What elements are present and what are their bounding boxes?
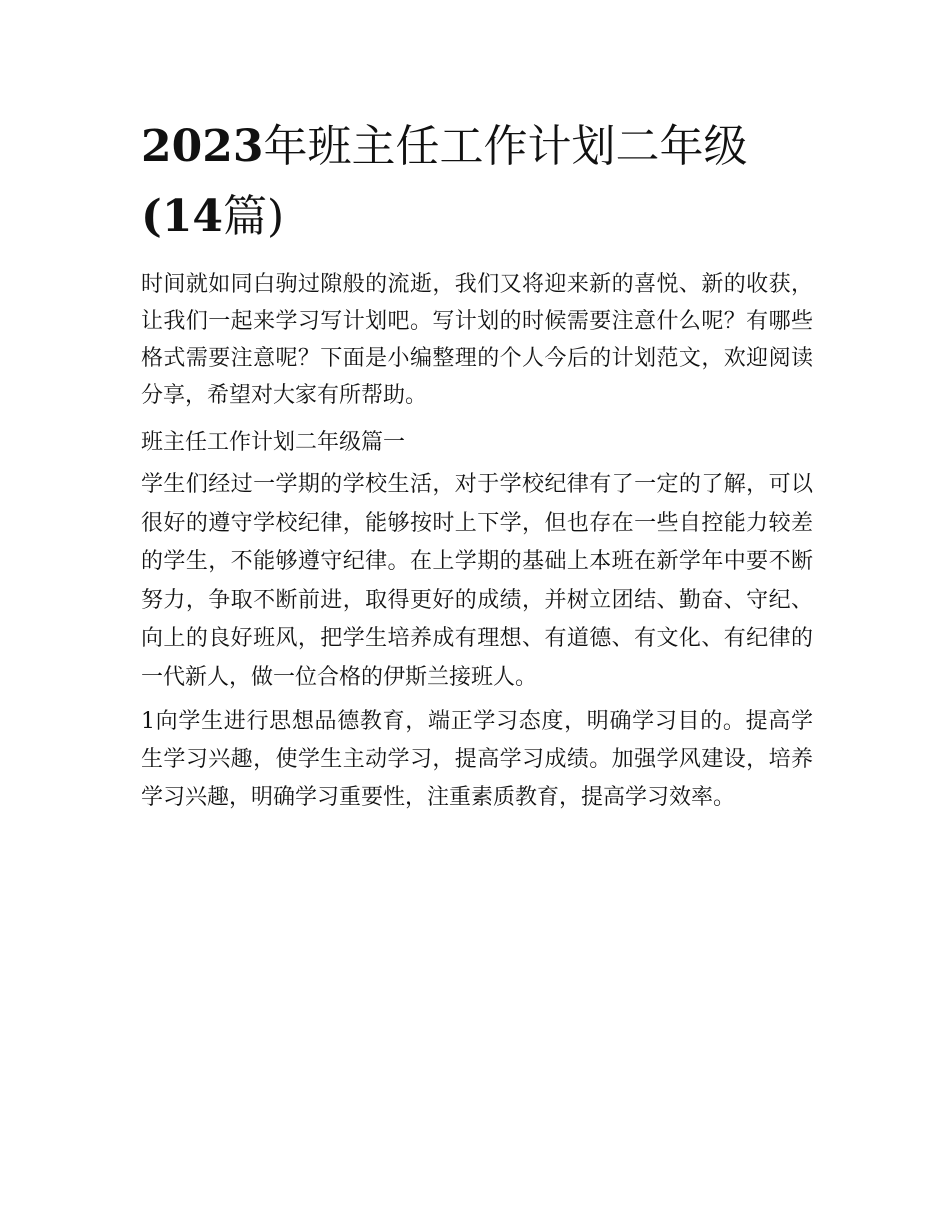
section-heading: 班主任工作计划二年级篇一 (141, 430, 406, 455)
document-body (141, 266, 813, 817)
intro-paragraph: 时间就如同白驹过隙般的流逝，我们又将迎来新的喜悦、新的收获，让我们一起来学习写计划吧。写计划的时候需要注意什么呢？有哪些格式需要注意呢？下面是小编整理的个人今后的计划范文，欢迎阅读分享，希望对大家有所帮助。 (141, 272, 813, 408)
title-count-suffix: 篇) (223, 191, 285, 242)
title-count: (14 (141, 191, 224, 242)
list-item-1: 1向学生进行思想品德教育，端正学习态度，明确学习目的。提高学生学习兴趣，使学生主动学习，提高学习成绩。加强学风建设，培养学习兴趣，明确学习重要性，注重素质教育，提高学习效率。 (141, 709, 813, 810)
document-page (141, 112, 813, 817)
document-title (141, 112, 813, 252)
title-year: 2023 (141, 121, 264, 172)
title-main-text: 年班主任工作计划二年级 (263, 121, 748, 172)
main-paragraph: 学生们经过一学期的学校生活，对于学校纪律有了一定的了解，可以很好的遵守学校纪律，能够按时上下学，但也存在一些自控能力较差的学生，不能够遵守纪律。在上学期的基础上本班在新学年中要不断努力，争取不断前进，取得更好的成绩，并树立团结、勤奋、守纪、向上的良好班风，把学生培养成有理想、有道德、有文化、有纪律的一代新人，做一位合格的伊斯兰接班人。 (141, 472, 813, 690)
